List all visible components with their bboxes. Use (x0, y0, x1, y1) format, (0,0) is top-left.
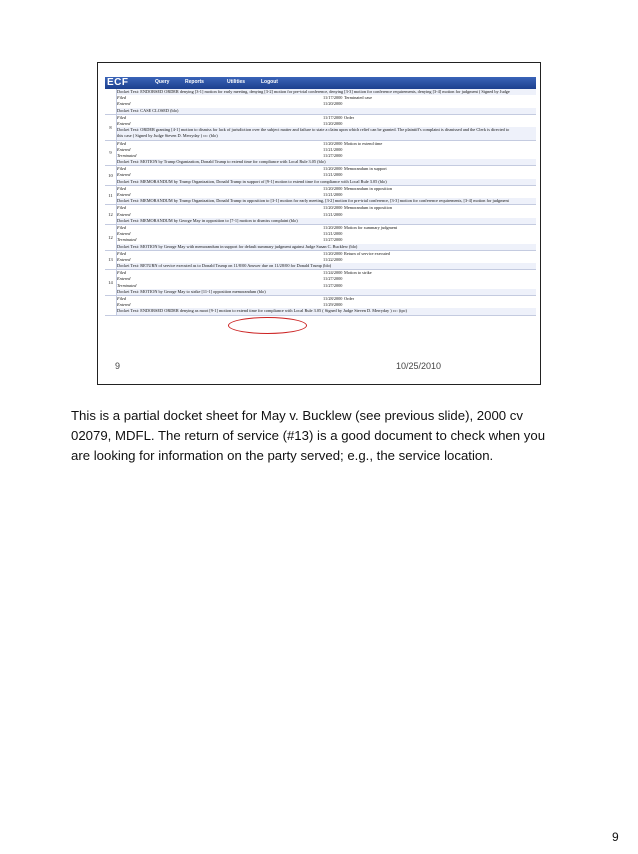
field-date: 11/24/2000 (323, 270, 343, 276)
field-description[interactable]: Motion to extend time (344, 140, 383, 146)
docket-text: Docket Text: MOTION by George May to strike [11-1] opposition memorandum (blo) (117, 289, 536, 295)
field-label: Entered (117, 120, 131, 126)
field-label: Terminated (117, 237, 137, 243)
field-date: 11/28/2000 (323, 296, 343, 301)
field-date: 11/20/2000 (323, 185, 343, 191)
field-label: Entered (117, 276, 131, 282)
docket-entry (105, 115, 536, 141)
field-date: 11/29/2000 (323, 302, 343, 308)
docket-entry (105, 166, 536, 186)
docket-text: Docket Text: CASE CLOSED (blo) (117, 108, 536, 114)
docket-entry-number[interactable]: 9 (105, 141, 117, 166)
field-date: 11/27/2000 (323, 152, 343, 158)
field-date: 11/20/2000 (323, 250, 343, 256)
field-description[interactable]: Memorandum in opposition (344, 185, 392, 191)
field-description[interactable]: Memorandum in opposition (344, 205, 392, 211)
docket-entry-number[interactable]: 13 (105, 251, 117, 270)
field-description[interactable]: Motion to strike (344, 270, 372, 276)
docket-entry-number[interactable]: 14 (105, 270, 117, 295)
ecf-menu-bar (105, 77, 536, 89)
docket-table (105, 89, 536, 316)
field-label: Filed (117, 250, 127, 256)
field-date: 11/20/2000 (323, 205, 343, 211)
docket-entry-number[interactable] (105, 296, 117, 315)
field-label: Entered (117, 211, 131, 217)
docket-entry (105, 205, 536, 225)
field-description[interactable]: Memorandum in support (344, 166, 387, 172)
docket-text: Docket Text: ENDORSED ORDER denying as moot [9-1] motion to extend time for compliance with Local Rule 3.05 ( Signed by Judge Steven D. Merryday ) cc: (tpc) (117, 308, 536, 314)
field-label: Filed (117, 296, 127, 301)
menu-logout[interactable]: Logout (261, 79, 278, 85)
field-label: Entered (117, 172, 131, 178)
docket-text: Docket Text: RETURN of service executed as to Donald Trump on 11/8/00 Answer due on 11/28/00 for Donald Trump (blo) (117, 263, 536, 269)
field-date: 11/20/2000 (323, 140, 343, 146)
docket-entry-number[interactable]: 12 (105, 205, 117, 224)
field-date: 11/20/2000 (323, 224, 343, 230)
docket-text: Docket Text: MEMORANDUM by Trump Organization, Donald Trump in support of [9-1] motion to extend time for compliance with Local Rule 3.05 (blo) (117, 179, 536, 185)
docket-entry (105, 296, 536, 316)
field-description[interactable]: Return of service executed (344, 250, 390, 256)
field-label: Filed (117, 205, 127, 211)
slide-image (97, 62, 541, 385)
field-description[interactable]: Order (344, 296, 355, 301)
field-label: Filed (117, 270, 127, 276)
field-date: 11/21/2000 (323, 231, 343, 237)
docket-text: this case ( Signed by Judge Steven D. Merryday ) cc: (blo) (117, 133, 536, 139)
menu-query[interactable]: Query (155, 79, 170, 85)
highlight-oval (228, 317, 307, 334)
slide-date: 10/25/2010 (396, 361, 442, 371)
field-date: 11/21/2000 (323, 172, 343, 178)
docket-entry-number[interactable]: 12 (105, 225, 117, 250)
field-description[interactable]: Order (344, 114, 355, 120)
field-label: Filed (117, 114, 127, 120)
field-label: Entered (117, 302, 131, 308)
docket-entry (105, 251, 536, 271)
menu-reports[interactable]: Reports (185, 79, 204, 85)
field-date: 11/21/2000 (323, 146, 343, 152)
docket-text: Docket Text: MOTION by Trump Organization, Donald Trump to extend time for compliance with Local Rule 3.05 (blo) (117, 159, 536, 165)
docket-text: Docket Text: MEMORANDUM by Trump Organization, Donald Trump in opposition to [3-1] motion for early meeting, [3-2] motion for pre-trial conference, [3-3] motion for conference requirements, [3-4] motion for judgment (117, 198, 536, 204)
docket-entry (105, 225, 536, 251)
field-label: Filed (117, 224, 127, 230)
slide-page-number: 9 (115, 361, 121, 371)
field-label: Terminated (117, 152, 137, 158)
field-date: 11/21/2000 (323, 192, 343, 197)
docket-text: Docket Text: ENDORSED ORDER denying [3-1] motion for early meeting, denying [3-2] motion for pre-trial conference, denying [3-3] motion for conference requirements, denying [3-4] motion for judgment ( Signed by Judge (117, 89, 536, 95)
caption-text: This is a partial docket sheet for May v. Bucklew (see previous slide), 2000 cv 02079, MDFL. The return of service (#13) is a good document to check when you are looking for information on the party served; e.g., the service location. (71, 408, 546, 463)
field-date: 11/27/2000 (323, 282, 343, 288)
docket-text: Docket Text: ORDER granting [4-1] motion to dismiss for lack of jurisdiction over the subject matter and failure to state a claim upon which relief can be granted. The plaintiff's complaint is dismissed and the Clerk is directed to (117, 127, 536, 133)
docket-entry (105, 141, 536, 167)
field-date: 11/20/2000 (323, 101, 343, 107)
docket-entry-number[interactable] (105, 89, 117, 114)
ecf-logo: ECF (107, 77, 129, 88)
field-date: 11/21/2000 (323, 211, 343, 217)
docket-entry (105, 89, 536, 115)
field-label: Entered (117, 256, 131, 262)
field-label: Filed (117, 140, 127, 146)
field-label: Entered (117, 146, 131, 152)
field-label: Filed (117, 166, 127, 172)
docket-entry (105, 270, 536, 296)
field-label: Entered (117, 231, 131, 237)
page-number: 9 (612, 830, 619, 844)
docket-text: Docket Text: MEMORANDUM by George May in opposition to [7-1] motion to dismiss complaint (blo) (117, 218, 536, 224)
field-date: 11/17/2000 (323, 114, 343, 120)
field-label: Entered (117, 192, 131, 197)
docket-text: Docket Text: MOTION by George May with memorandum in support for default summary judgment against Judge Susan C. Bucklew (blo) (117, 244, 536, 250)
docket-entry-number[interactable]: 11 (105, 186, 117, 205)
docket-entry-number[interactable]: 8 (105, 115, 117, 140)
docket-entry (105, 186, 536, 206)
field-date: 11/27/2000 (323, 237, 343, 243)
field-date: 11/27/2000 (323, 276, 343, 282)
field-label: Terminated (117, 282, 137, 288)
field-date: 11/17/2000 (323, 95, 343, 101)
field-date: 11/20/2000 (323, 120, 343, 126)
field-label: Entered (117, 101, 131, 107)
field-date: 11/20/2000 (323, 166, 343, 172)
docket-entry-number[interactable]: 10 (105, 166, 117, 185)
menu-utilities[interactable]: Utilities (227, 79, 246, 85)
field-description[interactable]: Motion for summary judgment (344, 224, 398, 230)
field-description[interactable]: Terminated case (344, 95, 372, 101)
field-label: Filed (117, 185, 127, 191)
field-label: Filed (117, 95, 127, 101)
field-date: 11/22/2000 (323, 256, 343, 262)
